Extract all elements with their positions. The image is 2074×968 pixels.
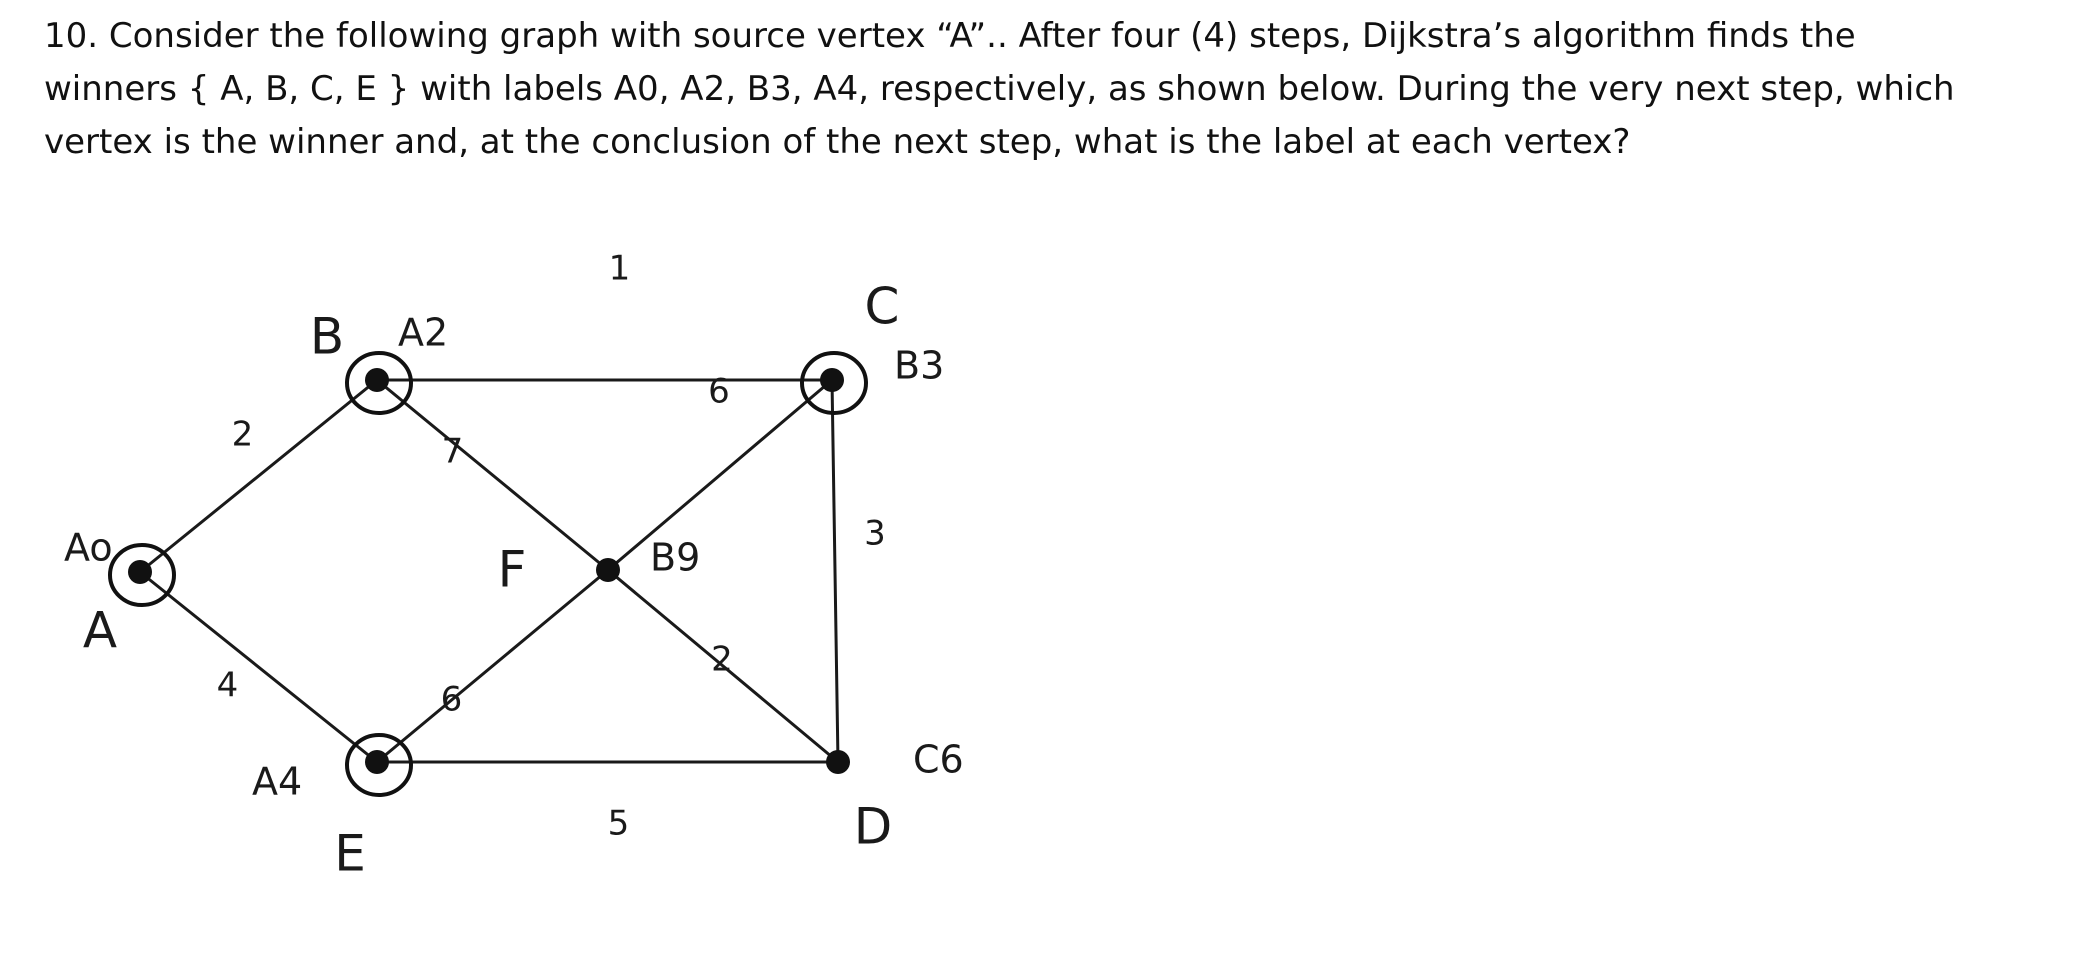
- edge-weight-f-d: 2: [711, 639, 733, 680]
- vertex-b: [365, 368, 389, 392]
- vertex-e: [365, 750, 389, 774]
- vertex-name-c: C: [864, 277, 900, 336]
- vertex-label-a: Ao: [64, 525, 113, 570]
- edge-weight-b-f: 7: [441, 431, 464, 472]
- vertex-label-d: C6: [913, 737, 964, 782]
- question-line: 10. Consider the following graph with source vertex “A”.. After four (4) steps, Dijkstra’s algorithm finds the: [44, 16, 1856, 56]
- vertex-name-b: B: [309, 307, 345, 366]
- question-line: winners { A, B, C, E } with labels A0, A2, B3, A4, respectively, as shown below. During the very next step, which: [44, 69, 1955, 109]
- edge-a-e: [140, 572, 377, 762]
- vertex-label-f: B9: [650, 535, 701, 580]
- edge-e-f: [377, 570, 608, 762]
- vertex-name-f: F: [497, 540, 527, 599]
- edge-b-f: [377, 380, 608, 570]
- edge-weight-e-f: 6: [440, 679, 463, 720]
- edge-weight-b-c: 1: [608, 248, 631, 289]
- vertex-d: [826, 750, 850, 774]
- vertex-name-d: D: [853, 797, 893, 856]
- vertex-name-e: E: [334, 824, 366, 883]
- vertex-label-e: A4: [252, 759, 303, 804]
- vertex-c: [820, 368, 844, 392]
- edge-weight-c-d: 3: [864, 513, 886, 554]
- vertex-a: [128, 560, 152, 584]
- edge-weight-a-b: 2: [231, 414, 254, 455]
- edge-a-b: [140, 380, 377, 572]
- edge-c-d: [832, 380, 838, 762]
- question-line: vertex is the winner and, at the conclusion of the next step, what is the label at each vertex?: [44, 122, 1631, 162]
- vertex-label-c: B3: [894, 343, 945, 388]
- edge-weight-e-d: 5: [607, 803, 630, 844]
- vertex-f: [596, 558, 620, 582]
- vertex-name-a: A: [82, 601, 118, 660]
- edge-weight-a-e: 4: [216, 665, 239, 706]
- vertex-label-b: A2: [398, 310, 449, 355]
- edge-weight-f-c: 6: [708, 371, 730, 412]
- vertices-layer: [64, 278, 964, 883]
